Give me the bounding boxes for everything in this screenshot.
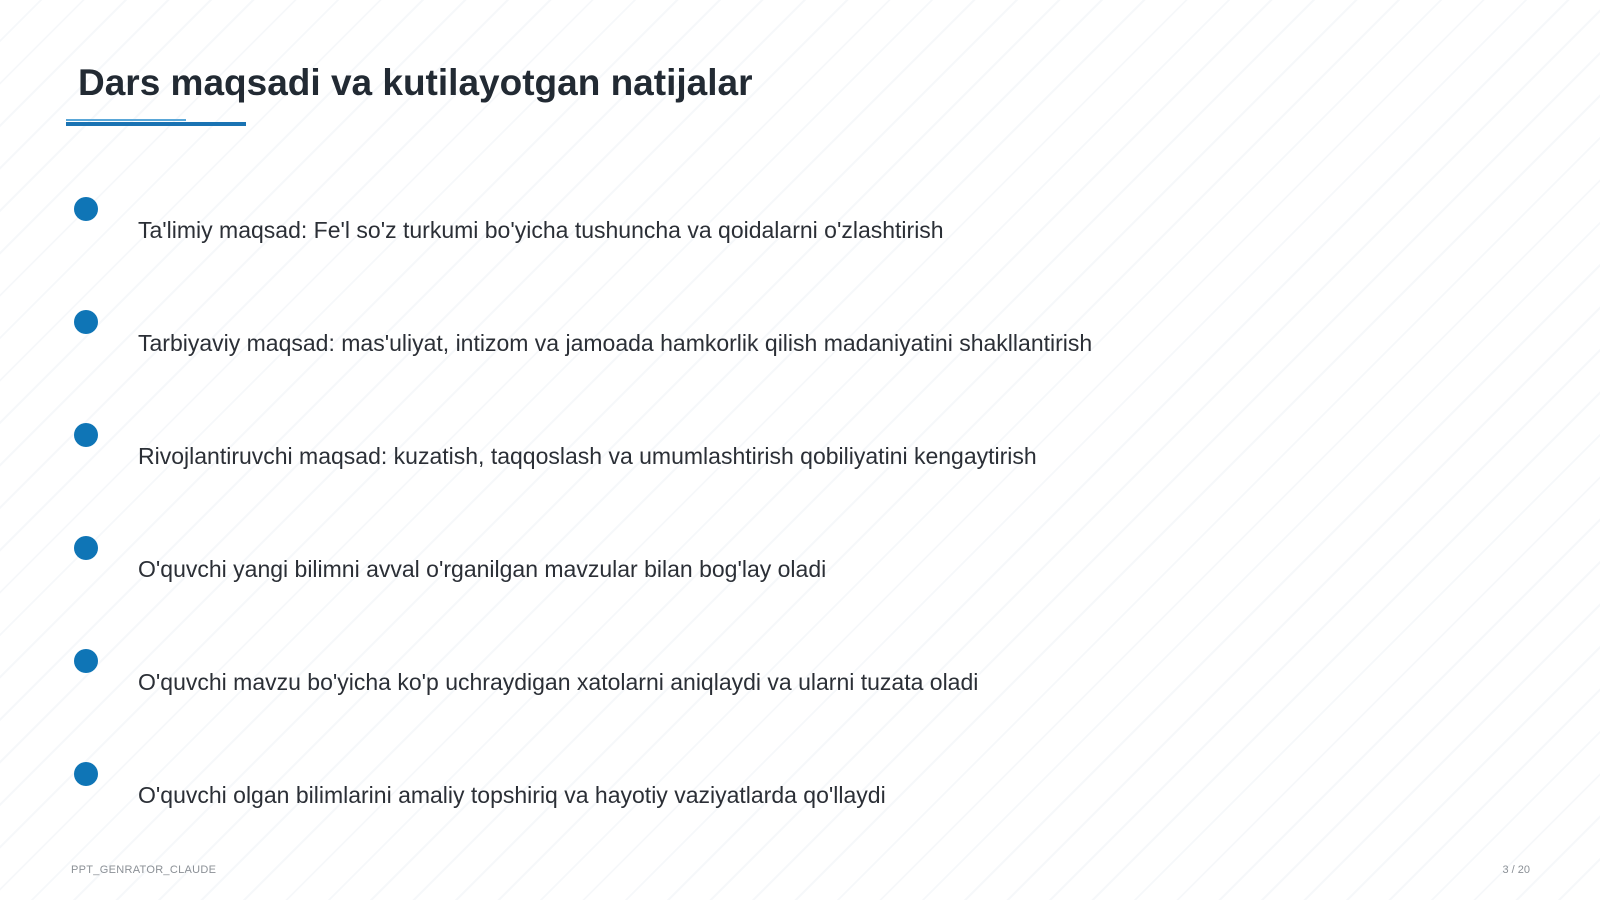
bullet-text: Ta'limiy maqsad: Fe'l so'z turkumi bo'yicha tushuncha va qoidalarni o'zlashtirish bbox=[138, 217, 944, 243]
bullet-item bbox=[72, 762, 1472, 832]
bullet-dot-icon bbox=[74, 197, 98, 221]
bullet-dot-icon bbox=[74, 536, 98, 560]
page-indicator: 3 / 20 bbox=[1502, 864, 1530, 876]
slide-title: Dars maqsadi va kutilayotgan natijalar bbox=[78, 62, 753, 103]
bullet-text: O'quvchi olgan bilimlarini amaliy topshiriq va hayotiy vaziyatlarda qo'llaydi bbox=[138, 782, 886, 808]
bullet-item bbox=[72, 197, 1472, 267]
bullet-dot-icon bbox=[74, 649, 98, 673]
bullet-text: O'quvchi yangi bilimni avval o'rganilgan mavzular bilan bog'lay oladi bbox=[138, 556, 827, 582]
bullet-text: Tarbiyaviy maqsad: mas'uliyat, intizom va jamoada hamkorlik qilish madaniyatini shakllantirish bbox=[138, 330, 1093, 356]
bullet-dot-icon bbox=[74, 310, 98, 334]
bullet-text: O'quvchi mavzu bo'yicha ko'p uchraydigan xatolarni aniqlaydi va ularni tuzata oladi bbox=[138, 669, 979, 695]
bullet-item bbox=[72, 423, 1472, 493]
bullet-dot-icon bbox=[74, 762, 98, 786]
footer-source-label: PPT_GENRATOR_CLAUDE bbox=[71, 864, 217, 876]
bullet-dot-icon bbox=[74, 423, 98, 447]
bullet-item bbox=[72, 536, 1472, 606]
bullet-text: Rivojlantiruvchi maqsad: kuzatish, taqqoslash va umumlashtirish qobiliyatini kengaytirish bbox=[138, 443, 1037, 469]
bullet-item bbox=[72, 649, 1472, 719]
bullet-item bbox=[72, 310, 1472, 380]
